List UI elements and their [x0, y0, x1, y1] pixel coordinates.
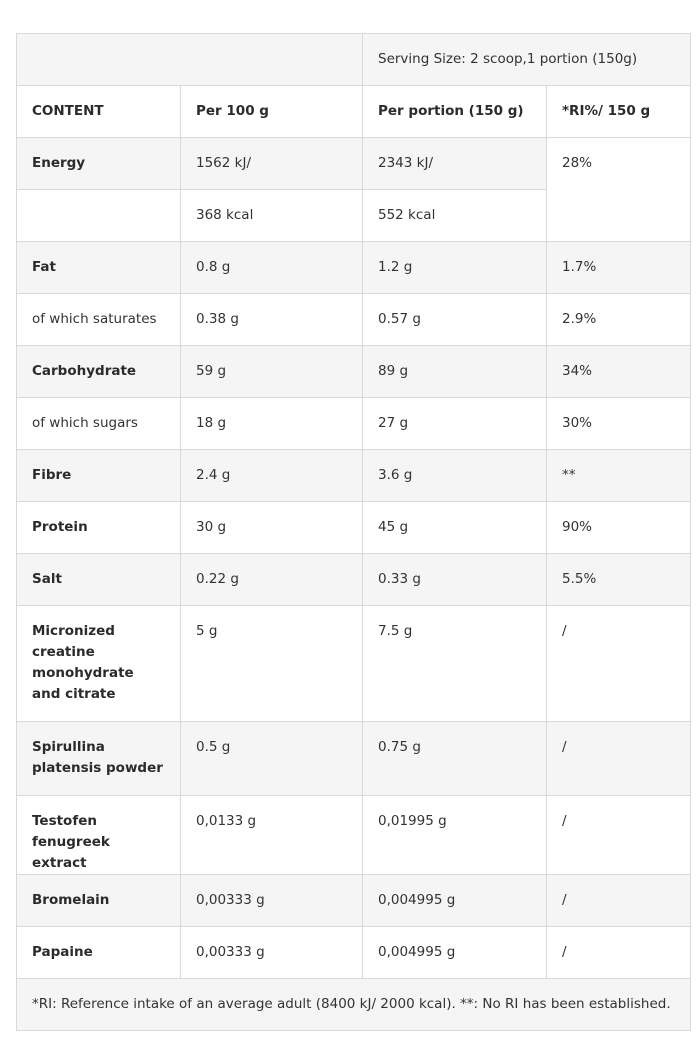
row-per-portion: 1.2 g [363, 242, 547, 294]
row-per-100g: 0.38 g [181, 294, 363, 346]
header-ri: *RI%/ 150 g [547, 86, 691, 138]
row-name: Papaine [17, 927, 181, 979]
row-per-100g: 5 g [181, 606, 363, 722]
header-per-portion: Per portion (150 g) [363, 86, 547, 138]
row-ri: 1.7% [547, 242, 691, 294]
row-ri: ** [547, 450, 691, 502]
row-per-portion: 2343 kJ/ [363, 138, 547, 190]
serving-blank-cell [17, 34, 363, 86]
row-per-portion: 0.33 g [363, 554, 547, 606]
header-row [17, 86, 691, 138]
row-name [17, 190, 181, 242]
row-name: Carbohydrate [17, 346, 181, 398]
row-ri: / [547, 722, 691, 796]
row-per-100g: 30 g [181, 502, 363, 554]
row-name: of which sugars [17, 398, 181, 450]
row-per-100g: 0.22 g [181, 554, 363, 606]
table-row [17, 450, 691, 502]
row-per-100g: 18 g [181, 398, 363, 450]
row-ri: / [547, 606, 691, 722]
row-name: Micronized creatine monohydrate and citrate [17, 606, 181, 722]
nutrition-table [16, 33, 691, 1031]
row-per-portion: 7.5 g [363, 606, 547, 722]
row-name: of which saturates [17, 294, 181, 346]
row-per-100g: 0.5 g [181, 722, 363, 796]
table-row [17, 606, 691, 722]
row-per-100g: 0,0133 g [181, 796, 363, 875]
row-per-100g: 0,00333 g [181, 875, 363, 927]
table-row [17, 796, 691, 875]
row-per-100g: 0.8 g [181, 242, 363, 294]
row-name: Bromelain [17, 875, 181, 927]
row-ri: 90% [547, 502, 691, 554]
row-per-100g: 1562 kJ/ [181, 138, 363, 190]
row-per-portion: 3.6 g [363, 450, 547, 502]
row-name: Energy [17, 138, 181, 190]
row-per-portion: 0,004995 g [363, 927, 547, 979]
header-content: CONTENT [17, 86, 181, 138]
row-name: Spirullina platensis powder [17, 722, 181, 796]
table-row [17, 927, 691, 979]
table-row [17, 398, 691, 450]
row-per-portion: 89 g [363, 346, 547, 398]
row-per-portion: 45 g [363, 502, 547, 554]
row-per-portion: 0.57 g [363, 294, 547, 346]
row-ri: 5.5% [547, 554, 691, 606]
table-row [17, 242, 691, 294]
row-name: Fibre [17, 450, 181, 502]
table-row [17, 875, 691, 927]
row-name: Salt [17, 554, 181, 606]
header-per-100g: Per 100 g [181, 86, 363, 138]
row-name: Protein [17, 502, 181, 554]
row-per-portion: 0.75 g [363, 722, 547, 796]
row-ri: 30% [547, 398, 691, 450]
row-per-100g: 2.4 g [181, 450, 363, 502]
table-row [17, 502, 691, 554]
table-row [17, 138, 691, 190]
row-ri: / [547, 875, 691, 927]
row-ri: 34% [547, 346, 691, 398]
row-per-portion: 552 kcal [363, 190, 547, 242]
row-ri: 2.9% [547, 294, 691, 346]
row-per-100g: 0,00333 g [181, 927, 363, 979]
table-row [17, 294, 691, 346]
row-ri: 28% [547, 138, 691, 242]
footnote-text: *RI: Reference intake of an average adult (8400 kJ/ 2000 kcal). **: No RI has been established. [17, 979, 691, 1031]
row-name: Testofen fenugreek extract [17, 796, 181, 875]
row-ri: / [547, 927, 691, 979]
footnote-row [17, 979, 691, 1031]
row-per-100g: 59 g [181, 346, 363, 398]
table-row [17, 346, 691, 398]
row-ri: / [547, 796, 691, 875]
row-per-100g: 368 kcal [181, 190, 363, 242]
row-name: Fat [17, 242, 181, 294]
row-per-portion: 27 g [363, 398, 547, 450]
serving-row [17, 34, 691, 86]
table-row [17, 554, 691, 606]
serving-size-cell: Serving Size: 2 scoop,1 portion (150g) [363, 34, 691, 86]
row-per-portion: 0,004995 g [363, 875, 547, 927]
table-row [17, 722, 691, 796]
row-per-portion: 0,01995 g [363, 796, 547, 875]
